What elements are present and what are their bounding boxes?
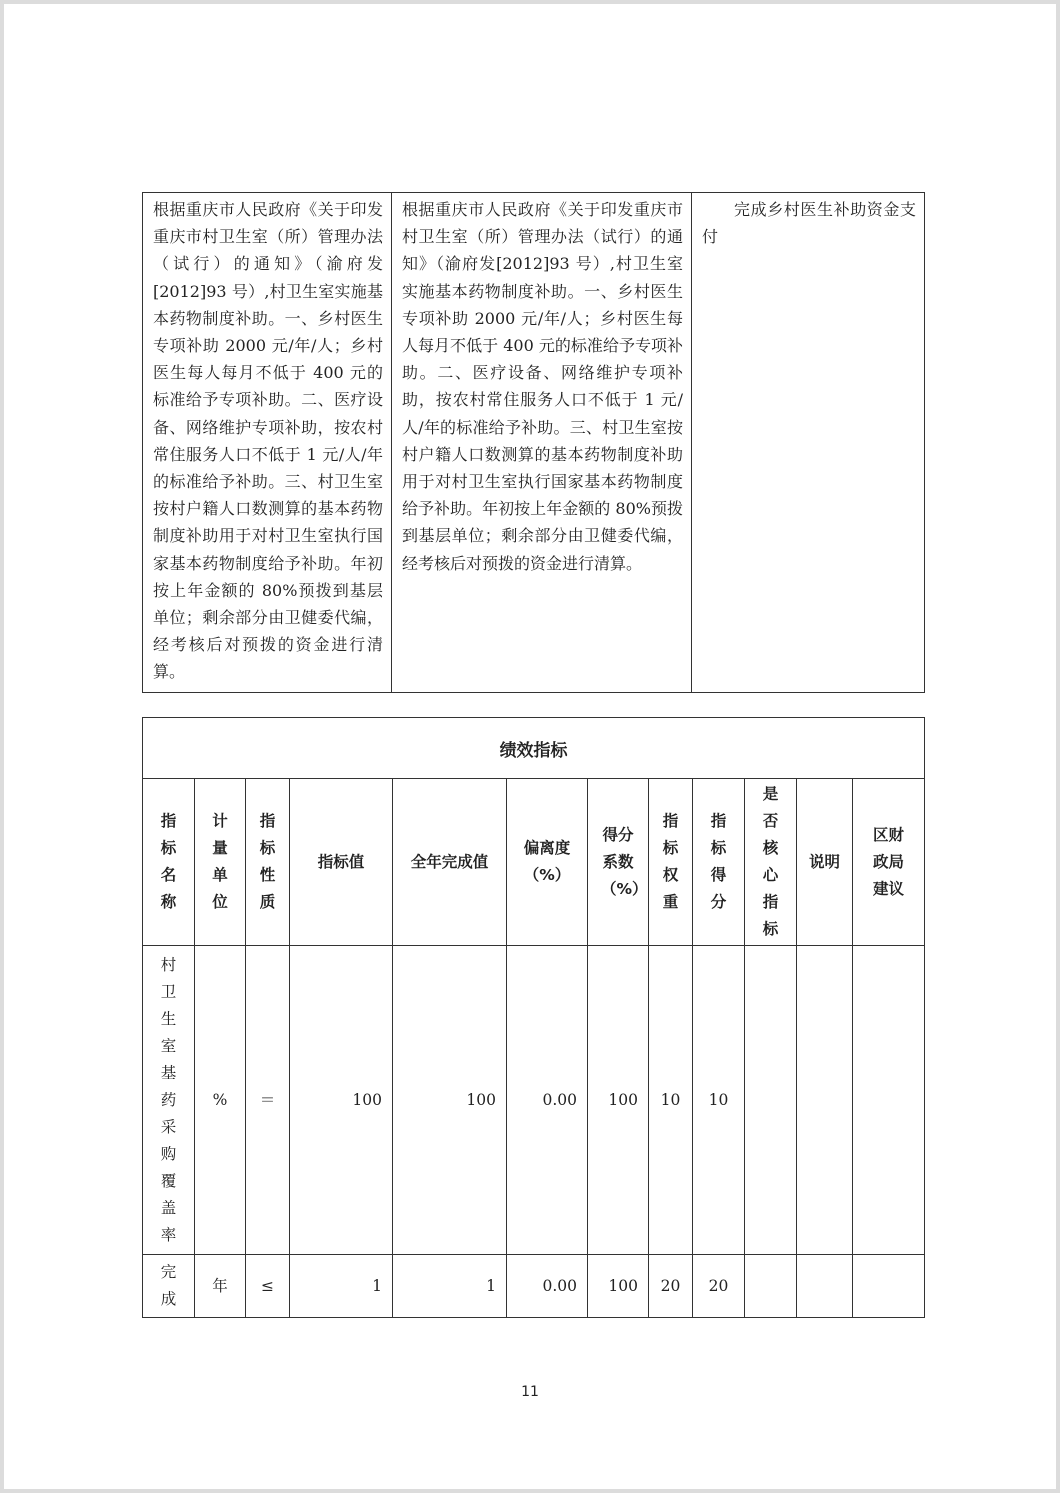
row-core [745,946,797,1255]
document-page [4,4,1056,1489]
policy-basis-cell: 根据重庆市人民政府《关于印发重庆市村卫生室（所）管理办法（试行）的通知》（渝府发[2012]93 号）,村卫生室实施基本药物制度补助。一、乡村医生专项补助 2000 元/年/人；乡村医生每人每月不低于 400 元的标准给予专项补助。二、医疗设备、网络维护专项补助，按农村常住服务人口不低于 1 元/人/年的标准给予补助。三、村卫生室按村户籍人口数测算的基本药物制度补助用于对村卫生室执行国家基本药物制度给予补助。年初按上年金额的 80%预拨到基层单位；剩余部分由卫健委代编，经考核后对预拨的资金进行清算。 [143,193,392,693]
row-deviation: 0.00 [507,1255,588,1318]
row-advice [853,1255,925,1318]
table-row [143,1255,925,1318]
row-weight: 10 [649,946,693,1255]
table-row [143,946,925,1255]
row-unit: % [195,946,246,1255]
row-note [797,1255,853,1318]
row-coef: 100 [588,946,649,1255]
header-nature: 指标性质 [246,779,290,946]
header-row [143,779,925,946]
header-indicator-name: 指标名称 [143,779,195,946]
row-coef: 100 [588,1255,649,1318]
header-target-value: 指标值 [290,779,393,946]
row-weight: 20 [649,1255,693,1318]
funding-description-table [142,192,925,693]
performance-indicator-table [142,717,925,1318]
row-note [797,946,853,1255]
header-weight: 指标权重 [649,779,693,946]
table-title: 绩效指标 [143,718,925,779]
row-deviation: 0.00 [507,946,588,1255]
row-target: 1 [290,1255,393,1318]
header-core: 是否核心指标 [745,779,797,946]
row-actual: 100 [393,946,507,1255]
goal-cell: 完成乡村医生补助资金支付 [692,193,925,693]
row-actual: 1 [393,1255,507,1318]
header-note: 说明 [797,779,853,946]
header-score: 指标得分 [693,779,745,946]
header-actual-value: 全年完成值 [393,779,507,946]
header-score-coef: 得分系数（%） [588,779,649,946]
row-target: 100 [290,946,393,1255]
row-name: 村卫生室基药采购覆盖率 [143,946,195,1255]
row-core [745,1255,797,1318]
implementation-cell: 根据重庆市人民政府《关于印发重庆市村卫生室（所）管理办法（试行）的通知》（渝府发[2012]93 号）,村卫生室实施基本药物制度补助。一、乡村医生专项补助 2000 元/年/人；乡村医生每人每月不低于 400 元的标准给予专项补助。二、医疗设备、网络维护专项补助，按农村常住服务人口不低于 1 元/人/年的标准给予补助。三、村卫生室按村户籍人口数测算的基本药物制度补助用于对村卫生室执行国家基本药物制度给予补助。年初按上年金额的 80%预拨到基层单位；剩余部分由卫健委代编，经考核后对预拨的资金进行清算。 [392,193,692,693]
row-score: 10 [693,946,745,1255]
header-advice: 区财政局建议 [853,779,925,946]
row-nature: ≤ [246,1255,290,1318]
row-score: 20 [693,1255,745,1318]
row-nature: ＝ [246,946,290,1255]
row-advice [853,946,925,1255]
header-deviation: 偏离度（%） [507,779,588,946]
page-number: 11 [521,1384,539,1400]
row-unit: 年 [195,1255,246,1318]
row-name: 完成 [143,1255,195,1318]
header-unit: 计量单位 [195,779,246,946]
